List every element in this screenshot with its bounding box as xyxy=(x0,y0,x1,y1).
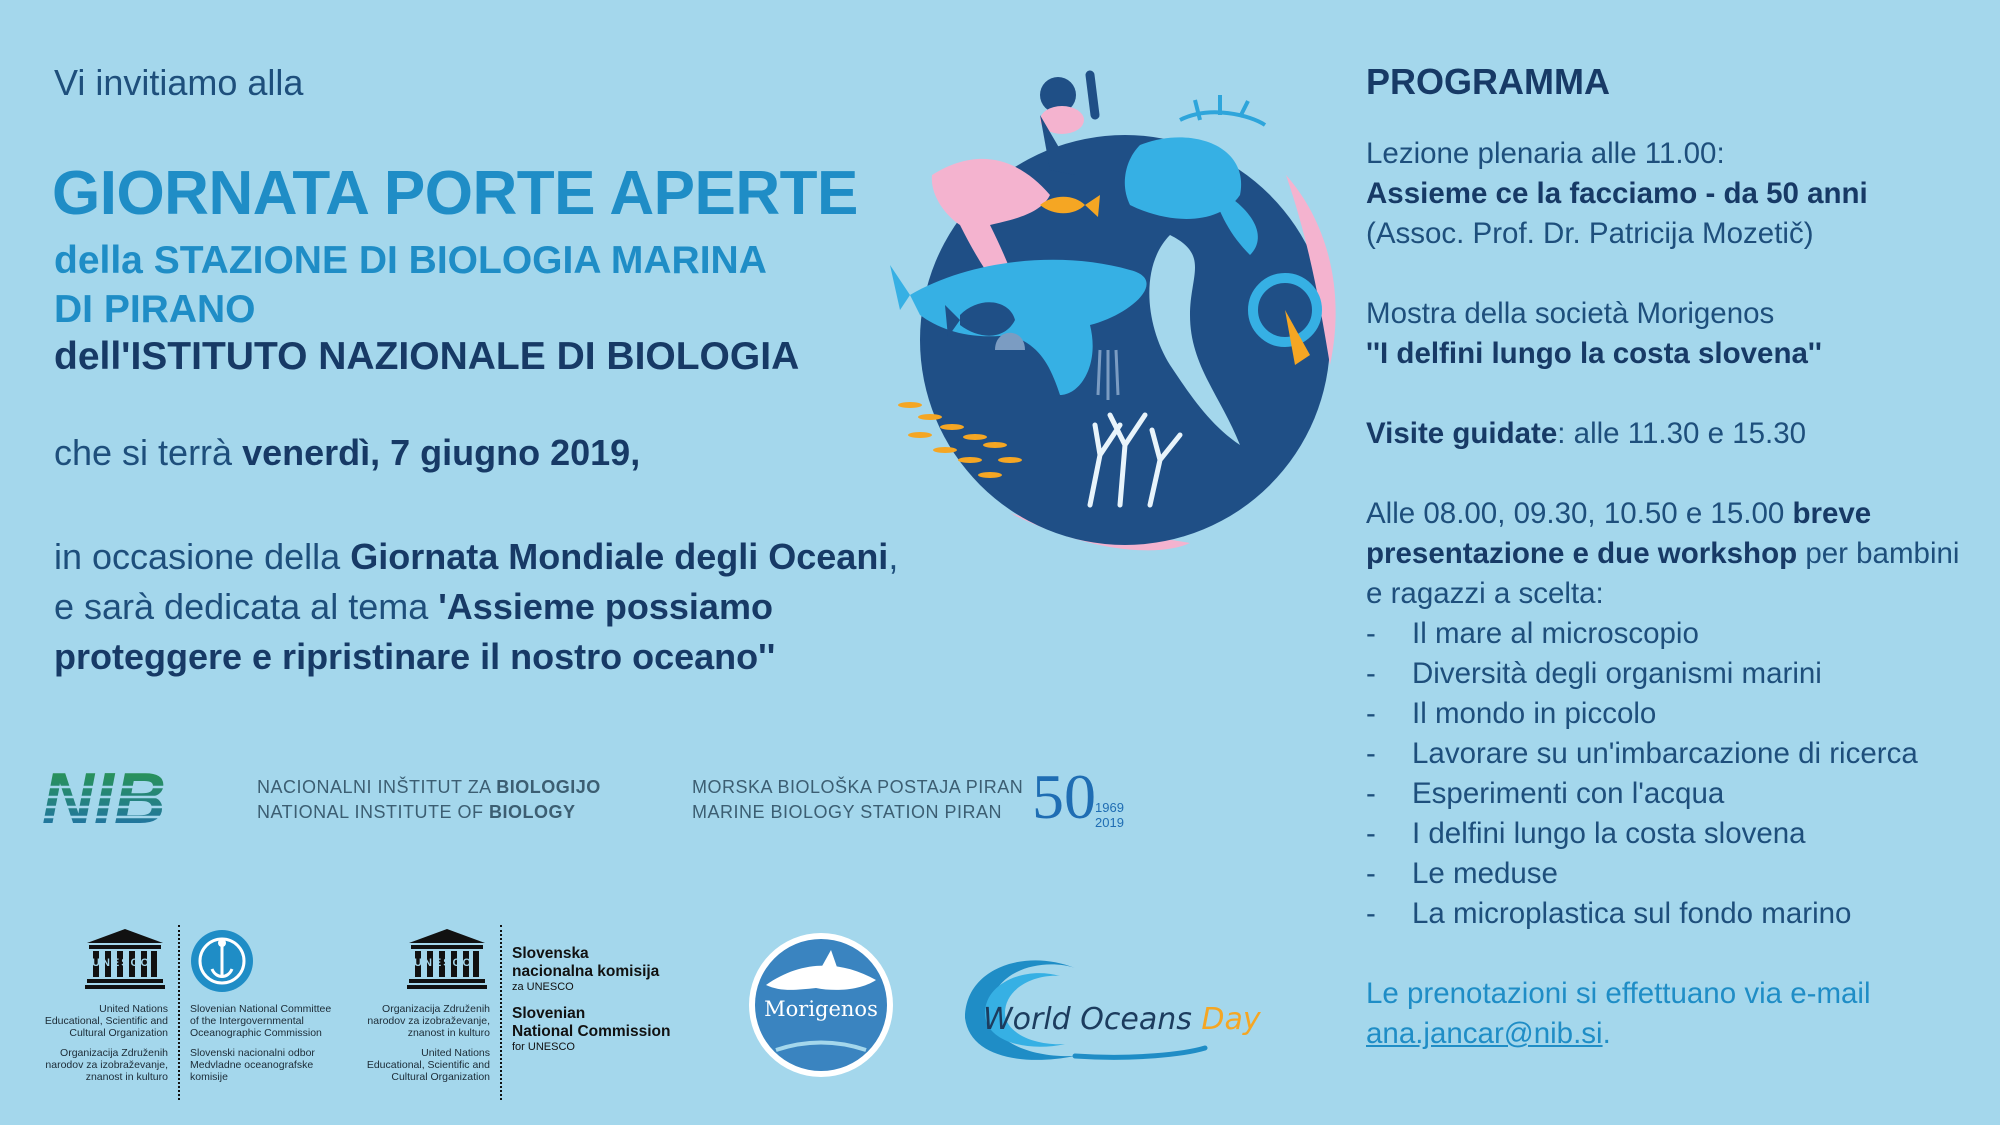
mbs-name-sl: MORSKA BIOLOŠKA POSTAJA PIRAN xyxy=(692,777,1024,797)
program-heading: PROGRAMMA xyxy=(1366,61,1610,102)
workshop-list-item xyxy=(1366,734,1986,774)
exhibit-label: Mostra della società Morigenos xyxy=(1366,297,1775,330)
commission-en xyxy=(512,1005,670,1054)
nib-name-sl xyxy=(257,775,601,800)
list-dash: - xyxy=(1366,817,1376,850)
nib-name-en-a: NATIONAL INSTITUTE OF xyxy=(257,802,490,822)
workshop-list-item xyxy=(1366,694,1986,734)
world-oceans-day-logo xyxy=(955,948,1285,1068)
theme-prefix: e sarà dedicata al tema xyxy=(54,586,439,627)
workshop-list-item xyxy=(1366,814,1986,854)
ioc-sl: Slovenski nacionalni odbor Medvladne oceanografske komisije xyxy=(190,1047,315,1083)
unesco1-sl: Organizacija Združenih narodov za izobraževanje, znanost in kulturo xyxy=(45,1047,168,1083)
list-dash: - xyxy=(1366,737,1376,770)
event-subtitle-institute: dell'ISTITUTO NAZIONALE DI BIOLOGIA xyxy=(54,335,800,378)
commission-en-3: for UNESCO xyxy=(512,1041,575,1053)
booking-email-line xyxy=(1366,1014,1986,1054)
mbs-name-en: MARINE BIOLOGY STATION PIRAN xyxy=(692,802,1003,822)
coral-sprig-top xyxy=(1180,95,1265,125)
unesco-word-2: UNESCO xyxy=(414,957,474,969)
occasion-comma: , xyxy=(888,536,899,577)
nib-name-sl-a: NACIONALNI INŠTITUT ZA xyxy=(257,777,497,797)
mbs-name xyxy=(692,775,1023,825)
workshops-line-3: e ragazzi a scelta: xyxy=(1366,577,1604,610)
workshop-title: La microplastica sul fondo marino xyxy=(1412,897,1852,930)
theme-title-part2: proteggere e ripristinare il nostro oceano'' xyxy=(54,636,776,677)
workshop-list-item xyxy=(1366,614,1986,654)
workshops-times: Alle 08.00, 09.30, 10.50 e 15.00 xyxy=(1366,497,1793,530)
event-title: GIORNATA PORTE APERTE xyxy=(52,159,858,228)
workshop-list xyxy=(1366,614,1986,934)
theme-line xyxy=(54,582,954,632)
unesco-slovenian-commission-logo xyxy=(362,925,702,1100)
theme-title-part1: 'Assieme possiamo xyxy=(438,586,773,627)
booking-email-link[interactable]: ana.jancar@nib.si xyxy=(1366,1017,1603,1050)
workshop-title: I delfini lungo la costa slovena xyxy=(1412,817,1806,850)
workshops-bold-1: breve xyxy=(1792,497,1872,530)
unesco-divider-1 xyxy=(178,925,180,1100)
unesco-word-1: UNESCO xyxy=(92,957,152,969)
occasion-paragraph xyxy=(54,532,954,682)
workshop-title: Lavorare su un'imbarcazione di ricerca xyxy=(1412,737,1918,770)
workshops-audience: per bambini xyxy=(1797,537,1960,570)
diver-arm xyxy=(1090,75,1095,115)
nib-mark-text: NIB xyxy=(42,767,166,831)
lecture-label: Lezione plenaria alle 11.00: xyxy=(1366,137,1725,170)
lecture-speaker: (Assoc. Prof. Dr. Patricija Mozetič) xyxy=(1366,217,1814,250)
nib-name-en xyxy=(257,800,601,825)
workshop-title: Il mondo in piccolo xyxy=(1412,697,1657,730)
list-dash: - xyxy=(1366,657,1376,690)
unesco-ioc-logo xyxy=(40,925,340,1100)
ioc-emblem-icon xyxy=(190,929,254,993)
unesco2-sl: Organizacija Združenih narodov za izobraževanje, znanost in kulturo xyxy=(367,1003,490,1039)
wod-text xyxy=(983,1002,1261,1037)
mbs-year-end: 2019 xyxy=(1095,815,1124,830)
exhibit-title: ''I delfini lungo la costa slovena'' xyxy=(1366,337,1822,370)
ocean-globe-illustration xyxy=(890,65,1350,565)
workshop-list-item xyxy=(1366,894,1986,934)
occasion-prefix: in occasione della xyxy=(54,536,351,577)
lecture-title: Assieme ce la facciamo - da 50 anni xyxy=(1366,177,1868,210)
subtitle-line-1: della STAZIONE DI BIOLOGIA MARINA xyxy=(54,239,767,282)
booking-text: Le prenotazioni si effettuano via e-mail xyxy=(1366,977,1871,1010)
workshop-title: Le meduse xyxy=(1412,857,1558,890)
morigenos-logo xyxy=(746,930,896,1080)
workshop-list-item xyxy=(1366,854,1986,894)
shark-tail xyxy=(890,265,910,310)
list-dash: - xyxy=(1366,777,1376,810)
booking-period: . xyxy=(1602,1017,1611,1050)
workshops-line-1 xyxy=(1366,494,1986,534)
list-dash: - xyxy=(1366,857,1376,890)
mbs-year-start: 1969 xyxy=(1095,800,1124,815)
workshop-list-item xyxy=(1366,774,1986,814)
nib-logo xyxy=(38,767,243,831)
wod-text-day: Day xyxy=(1201,1002,1261,1037)
event-subtitle-station xyxy=(54,236,767,334)
intro-text: Vi invitiamo alla xyxy=(54,62,304,103)
mbs-years xyxy=(1095,800,1124,830)
tours-label: Visite guidate xyxy=(1366,417,1558,450)
event-date: venerdì, 7 giugno 2019, xyxy=(242,432,641,473)
workshops-bold-2: presentazione e due workshop xyxy=(1366,537,1798,570)
commission-en-2: National Commission xyxy=(512,1023,671,1040)
workshops-line-2 xyxy=(1366,534,1986,574)
commission-sl-2: nacionalna komisija xyxy=(512,963,660,980)
workshop-title: Esperimenti con l'acqua xyxy=(1412,777,1725,810)
morigenos-name: Morigenos xyxy=(764,997,878,1021)
occasion-name: Giornata Mondiale degli Oceani xyxy=(350,536,889,577)
subtitle-line-2: DI PIRANO xyxy=(54,288,256,331)
occasion-line xyxy=(54,532,954,582)
unesco2-en: United Nations Educational, Scientific and Cultural Organization xyxy=(366,1047,490,1083)
nib-name-sl-b: BIOLOGIJO xyxy=(496,777,601,797)
list-dash: - xyxy=(1366,897,1376,930)
commission-sl xyxy=(512,945,659,994)
commission-sl-1: Slovenska xyxy=(512,945,589,962)
commission-en-1: Slovenian xyxy=(512,1005,586,1022)
program-section xyxy=(1366,62,1986,1054)
list-dash: - xyxy=(1366,617,1376,650)
unesco-divider-2 xyxy=(500,925,502,1100)
list-dash: - xyxy=(1366,697,1376,730)
ioc-en: Slovenian National Committee of the Intergovernmental Oceanographic Commission xyxy=(190,1003,332,1039)
date-prefix: che si terrà xyxy=(54,432,243,473)
workshop-title: Diversità degli organismi marini xyxy=(1412,657,1822,690)
nib-name xyxy=(257,775,601,825)
nib-logo-mark xyxy=(38,767,243,831)
event-date-line xyxy=(54,432,640,474)
wod-text-main: World Oceans xyxy=(983,1002,1192,1037)
unesco1-en: United Nations Educational, Scientific and Cultural Organization xyxy=(44,1003,168,1039)
workshop-list-item xyxy=(1366,654,1986,694)
workshop-title: Il mare al microscopio xyxy=(1412,617,1699,650)
commission-sl-3: za UNESCO xyxy=(512,981,574,993)
nib-name-en-b: BIOLOGY xyxy=(489,802,576,822)
tours-times: : alle 11.30 e 15.30 xyxy=(1557,417,1807,450)
mbs-50-mark: 50 xyxy=(1032,761,1096,832)
tours-line xyxy=(1366,414,1986,454)
